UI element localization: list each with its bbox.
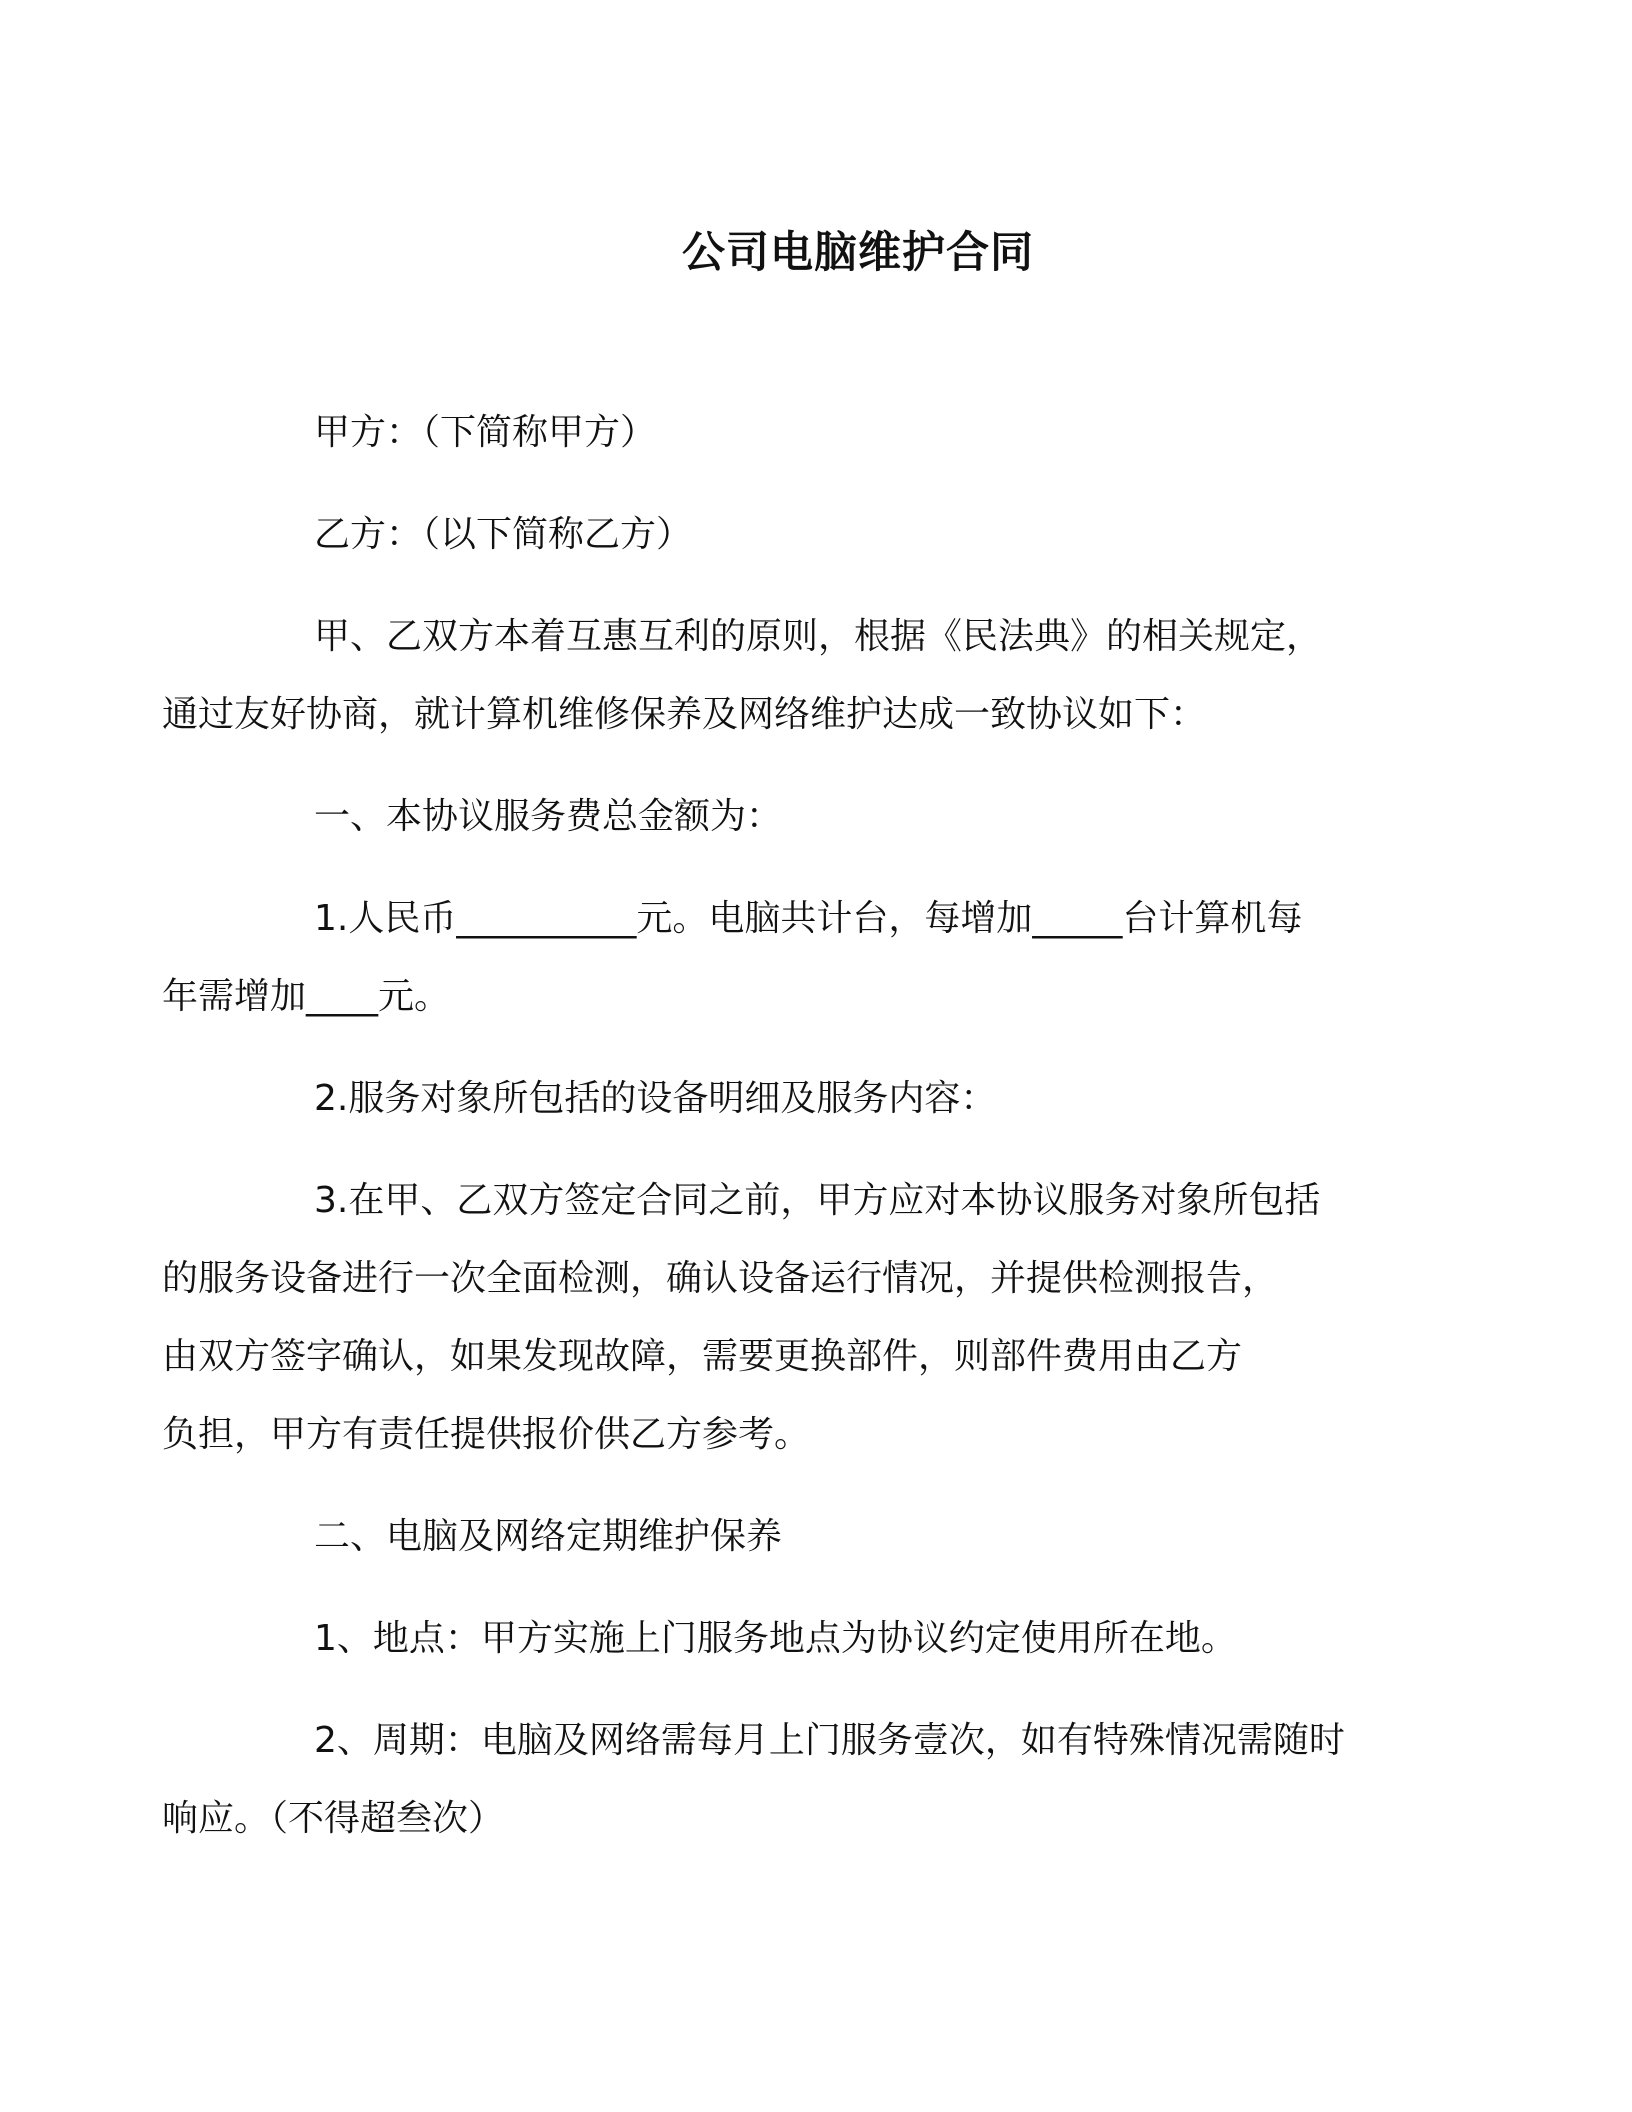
document-body <box>162 394 1378 1858</box>
section-2-heading: 二、电脑及网络定期维护保养 <box>314 1516 783 1557</box>
item-1-1-line-1: 1.人民币__________元。电脑共计台，每增加_____台计算机每 <box>314 898 1303 939</box>
item-2-2-line-2: 响应。（不得超叁次） <box>162 1798 505 1839</box>
item-1-3-line-1: 3.在甲、乙双方签定合同之前，甲方应对本协议服务对象所包括 <box>314 1180 1321 1221</box>
item-2-2-paragraph <box>162 1702 1378 1858</box>
party-b-line: 乙方：（以下简称乙方） <box>314 514 693 555</box>
item-1-3-paragraph <box>162 1162 1378 1474</box>
item-1-3-line-4: 负担，甲方有责任提供报价供乙方参考。 <box>162 1414 811 1455</box>
preamble-line-2: 通过友好协商，就计算机维修保养及网络维护达成一致协议如下： <box>162 694 1207 735</box>
section-1-heading: 一、本协议服务费总金额为： <box>314 796 783 837</box>
document-title: 公司电脑维护合同 <box>682 228 1034 278</box>
item-2-2-line-1: 2、周期：电脑及网络需每月上门服务壹次，如有特殊情况需随时 <box>314 1720 1345 1761</box>
item-1-2-line: 2.服务对象所包括的设备明细及服务内容： <box>314 1078 997 1119</box>
item-1-3-line-2: 的服务设备进行一次全面检测，确认设备运行情况，并提供检测报告， <box>162 1258 1279 1299</box>
item-1-3-line-3: 由双方签字确认，如果发现故障，需要更换部件，则部件费用由乙方 <box>162 1336 1243 1377</box>
item-1-1-line-2: 年需增加____元。 <box>162 976 451 1017</box>
item-1-1-paragraph <box>162 880 1378 1036</box>
preamble-line-1: 甲、乙双方本着互惠互利的原则，根据《民法典》的相关规定， <box>314 616 1323 657</box>
item-2-1-line: 1、地点：甲方实施上门服务地点为协议约定使用所在地。 <box>314 1618 1237 1659</box>
preamble-paragraph <box>162 598 1378 754</box>
party-a-line: 甲方：（下简称甲方） <box>314 412 657 453</box>
